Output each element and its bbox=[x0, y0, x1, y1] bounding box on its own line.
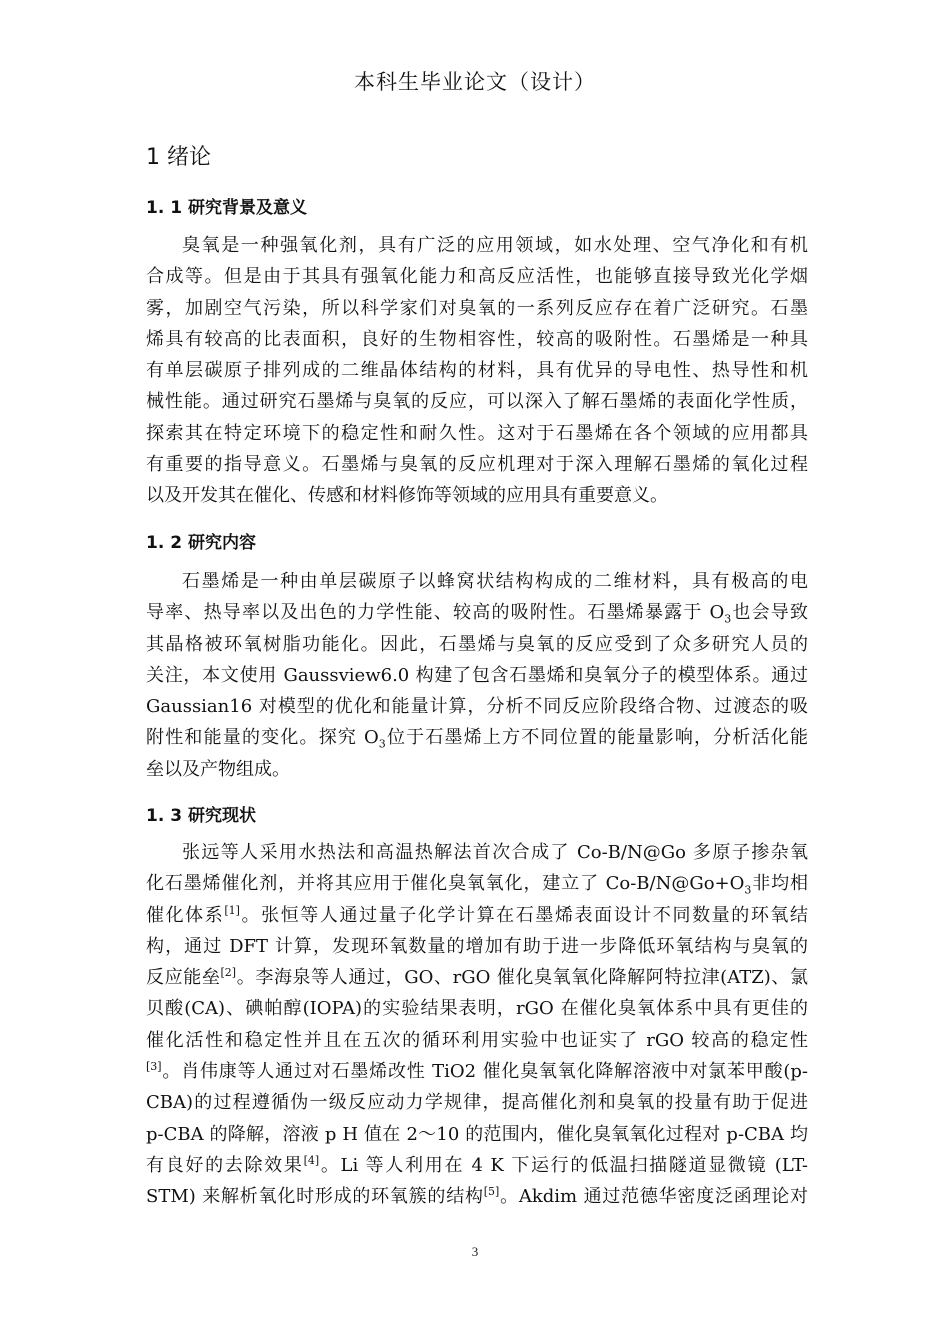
text-line: 催化活性和稳定性并且在五次的循环利用实验中也证实了 rGO 较高的稳定性 bbox=[146, 1029, 808, 1051]
section-heading-1-3: 1. 3 研究现状 bbox=[146, 806, 256, 826]
text-line: 臭氧是一种强氧化剂，具有广泛的应用领域，如水处理、空气净化和有机 bbox=[182, 235, 808, 256]
page-header: 本科生毕业论文（设计） bbox=[354, 70, 596, 94]
paragraph-background bbox=[146, 230, 808, 512]
text-line: 垒以及产物组成。 bbox=[146, 758, 290, 780]
text-line: 化石墨烯催化剂，并将其应用于催化臭氧氧化，建立了 $Co-B/N@Go+O_3$非均相 bbox=[146, 873, 808, 897]
text-line: 导率、热导率以及出色的力学性能、较高的吸附性。石墨烯暴露于 $O_3$也会导致 bbox=[146, 602, 809, 626]
text-line: 有单层碳原子排列成的二维晶体结构的材料，具有优异的导电性、热导性和机 bbox=[146, 360, 808, 382]
text-line: 附性和能量的变化。探究 $O_3$位于石墨烯上方不同位置的能量影响，分析活化能 bbox=[146, 727, 808, 752]
text-line: 烯具有较高的比表面积，良好的生物相容性，较高的吸附性。石墨烯是一种具 bbox=[146, 328, 808, 350]
text-line: 贝酸(CA)、碘帕醇(IOPA)的实验结果表明，rGO 在催化臭氧体系中具有更佳的 bbox=[146, 998, 808, 1020]
text-line: 石墨烯是一种由单层碳原子以蜂窝状结构构成的二维材料，具有极高的电 bbox=[182, 571, 808, 592]
citation: [4] bbox=[303, 1153, 320, 1167]
page-number: 3 bbox=[471, 1244, 479, 1259]
text-line: 械性能。通过研究石墨烯与臭氧的反应，可以深入了解石墨烯的表面化学性质， bbox=[146, 391, 808, 413]
text-line: 关注，本文使用 Gaussview6.0 构建了包含石墨烯和臭氧分子的模型体系。通过 bbox=[146, 664, 808, 686]
text-line: 催化体系[1]。张恒等人通过量子化学计算在石墨烯表面设计不同数量的环氧结 bbox=[146, 903, 809, 926]
text-line: 其晶格被环氧树脂功能化。因此，石墨烯与臭氧的反应受到了众多研究人员的 bbox=[146, 633, 808, 655]
text-line: 探索其在特定环境下的稳定性和耐久性。这对于石墨烯在各个领域的应用都具 bbox=[146, 422, 808, 444]
citation: [2] bbox=[220, 966, 237, 980]
text-line: 有良好的去除效果[4]。Li 等人利用在 4 K 下运行的低温扫描隧道显微镜 (LT- bbox=[146, 1153, 809, 1176]
chapter-heading: 1 绪论 bbox=[146, 145, 211, 170]
text-line: CBA)的过程遵循伪一级反应动力学规律，提高催化剂和臭氧的投量有助于促进 bbox=[146, 1092, 808, 1114]
text-line: 有重要的指导意义。石墨烯与臭氧的反应机理对于深入理解石墨烯的氧化过程 bbox=[146, 454, 808, 476]
paragraph-status bbox=[146, 837, 808, 1213]
text-line: [3]。肖伟康等人通过对石墨烯改性 TiO2 催化臭氧氧化降解溶液中对氯苯甲酸(p- bbox=[146, 1060, 808, 1083]
text-line: p-CBA 的降解，溶液 p H 值在 2～10 的范围内，催化臭氧氧化过程对 p-CBA 均 bbox=[146, 1123, 808, 1145]
text-line: 以及开发其在催化、传感和材料修饰等领域的应用具有重要意义。 bbox=[146, 485, 668, 507]
citation: [5] bbox=[483, 1185, 500, 1199]
text-line: 雾，加剧空气污染，所以科学家们对臭氧的一系列反应存在着广泛研究。石墨 bbox=[146, 297, 808, 319]
citation: [1] bbox=[224, 903, 240, 917]
text-line: 反应能垒[2]。李海泉等人通过，GO、rGO 催化臭氧氧化降解阿特拉津(ATZ)、氯 bbox=[146, 966, 808, 989]
text-line: 构，通过 DFT 计算，发现环氧数量的增加有助于进一步降低环氧结构与臭氧的 bbox=[146, 935, 808, 957]
citation: [3] bbox=[146, 1060, 162, 1074]
section-heading-1-1: 1. 1 研究背景及意义 bbox=[146, 198, 307, 218]
paragraph-content bbox=[146, 566, 808, 785]
text-line: 张远等人采用水热法和高温热解法首次合成了 Co-B/N@Go 多原子掺杂氧 bbox=[182, 842, 808, 863]
text-line: 合成等。但是由于其具有强氧化能力和高反应活性，也能够直接导致光化学烟 bbox=[146, 266, 808, 288]
text-line: STM) 来解析氧化时形成的环氧簇的结构[5]。Akdim 通过范德华密度泛函理论对 bbox=[146, 1185, 808, 1208]
section-heading-1-2: 1. 2 研究内容 bbox=[146, 533, 256, 553]
text-line: Gaussian16 对模型的优化和能量计算，分析不同反应阶段络合物、过渡态的吸 bbox=[146, 696, 808, 718]
